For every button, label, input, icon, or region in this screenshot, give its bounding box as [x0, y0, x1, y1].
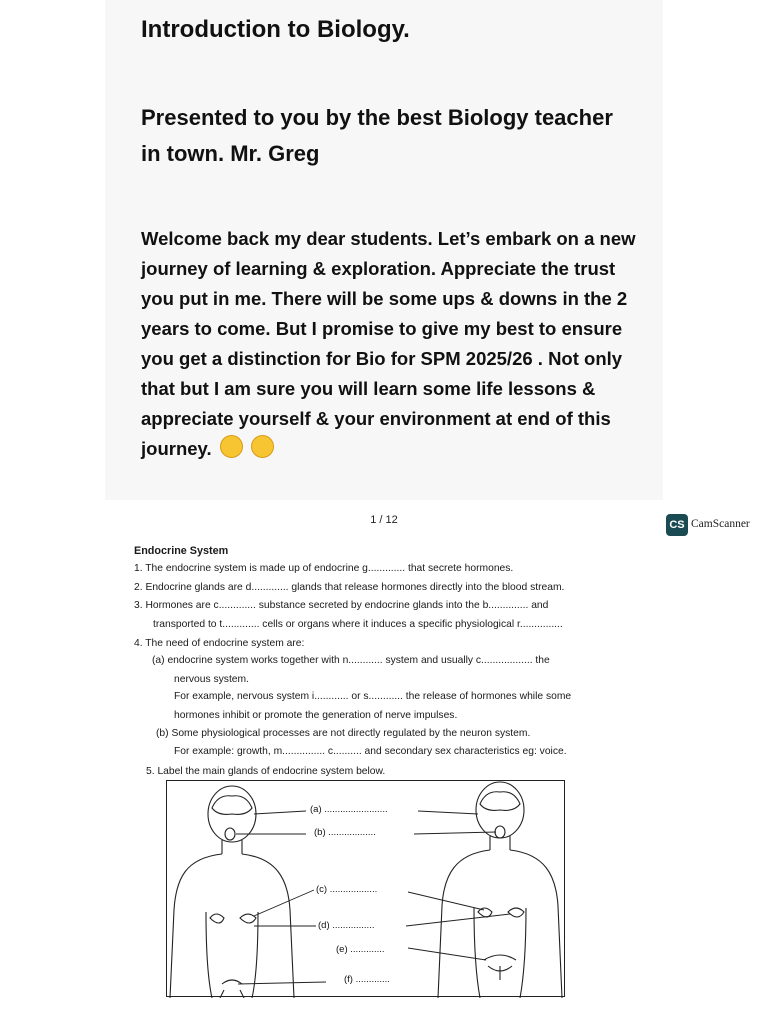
- camscanner-badge-icon: CS: [666, 514, 688, 536]
- worksheet-line: 5. Label the main glands of endocrine system below.: [146, 766, 386, 777]
- worksheet-title: Endocrine System: [134, 545, 229, 557]
- welcome-paragraph: [141, 224, 651, 464]
- worksheet-line: 4. The need of endocrine system are:: [134, 638, 305, 649]
- worksheet-line: (a) endocrine system works together with n............ system and usually c.................. the: [152, 655, 550, 666]
- worksheet-line: nervous system.: [174, 674, 249, 685]
- slide-title: Introduction to Biology.: [141, 16, 410, 43]
- smiling-face-icon: [251, 435, 274, 458]
- worksheet-line: (b) Some physiological processes are not directly regulated by the neuron system.: [156, 728, 531, 739]
- worksheet-line: 3. Hormones are c............. substance secreted by endocrine glands into the b.............. and: [134, 600, 549, 611]
- diagram-label-c: (c) ..................: [316, 884, 378, 895]
- page-indicator: 1 / 12: [370, 514, 398, 526]
- worksheet-line: 1. The endocrine system is made up of endocrine g............. that secrete hormones.: [134, 563, 514, 574]
- camscanner-text: CamScanner: [691, 518, 750, 530]
- welcome-text: Welcome back my dear students. Let’s embark on a new journey of learning & exploration. Appreciate the trust you put in me. There will be some ups & downs in the 2 years to come. But I promise to give my best to ensure you get a distinction for Bio for SPM 2025/26 . Not only that but I am sure you will learn some life lessons & appreciate yourself & your environment at end of this journey.: [141, 228, 636, 459]
- camscanner-watermark: [666, 514, 756, 536]
- worksheet-line: For example: growth, m............... c.......... and secondary sex characteristics eg: voice.: [174, 746, 567, 757]
- diagram-label-b: (b) ..................: [314, 827, 376, 838]
- worksheet-line: For example, nervous system i............ or s............ the release of hormones while some: [174, 691, 572, 702]
- diagram-label-a: (a) ........................: [310, 804, 388, 815]
- worksheet-line: hormones inhibit or promote the generation of nerve impulses.: [174, 710, 458, 721]
- worksheet-line: transported to t............. cells or organs where it induces a specific physiological r...............: [153, 619, 563, 630]
- worksheet-line: 2. Endocrine glands are d............. glands that release hormones directly into the blood stream.: [134, 582, 565, 593]
- presenter-text: Presented to you by the best Biology teacher in town. Mr. Greg: [141, 105, 613, 166]
- slide-panel: [105, 0, 663, 500]
- smiling-face-icon: [220, 435, 243, 458]
- endocrine-diagram: [166, 780, 566, 998]
- worksheet-scan: [112, 536, 642, 1016]
- diagram-label-f: (f) .............: [344, 974, 390, 985]
- diagram-label-d: (d) ................: [318, 920, 375, 931]
- diagram-label-e: (e) .............: [336, 944, 385, 955]
